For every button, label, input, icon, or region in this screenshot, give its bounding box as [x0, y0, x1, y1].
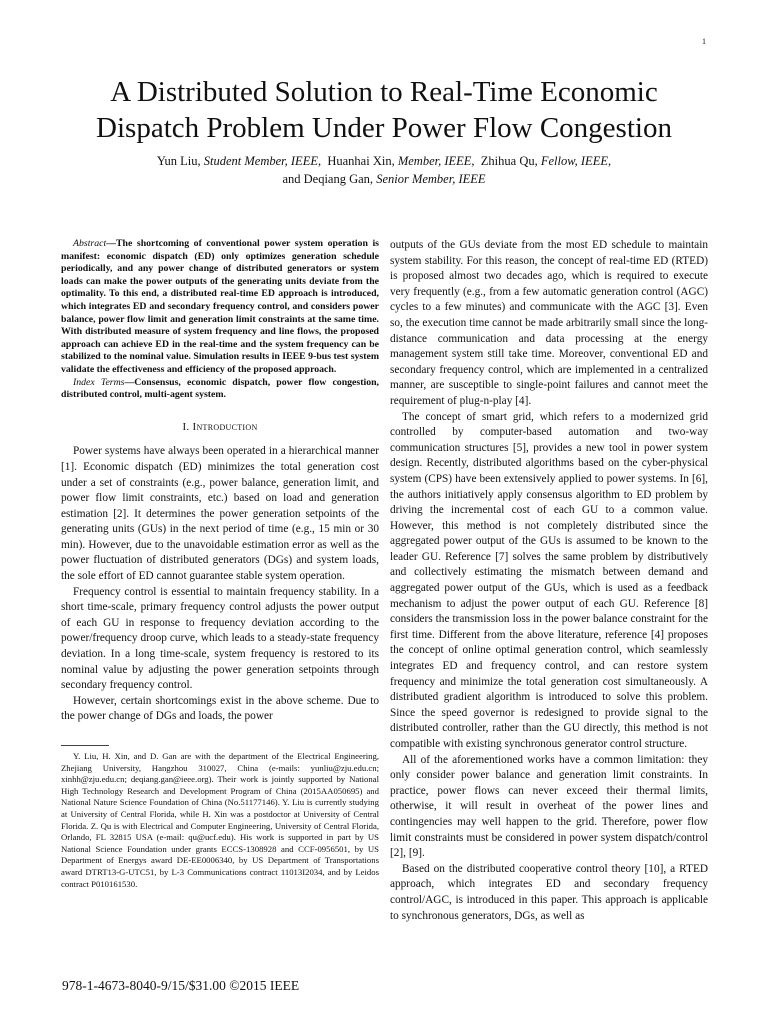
body-paragraph: All of the aforementioned works have a common limitation: they only consider power balance and generation limit constraints. In practice, power flows can never exceed their thermal limits, otherwise, it will result in overheat of the power lines and contingencies may well happen to the grid. Therefore, power flow limit constraints must be considered in power system dispatch/control [2], [9].	[390, 753, 708, 860]
author-name: Yun Liu,	[156, 154, 201, 168]
body-paragraph: Frequency control is essential to maintain frequency stability. In a short time-scale, primary frequency control adjusts the power output of each GU in response to frequency deviation according to the power/frequency droop curve, which leads to a steady-state frequency deviation. In a long time-scale, system frequency is restored to its nominal value by adjusting the power generation setpoints through secondary frequency control.	[61, 585, 379, 692]
section-heading-introduction: I. Introduction	[182, 420, 258, 433]
abstract-text: —The shortcoming of conventional power system operation is manifest: economic dispatch (ED) only optimizes generation schedule periodically, and any power change of distributed generators or system loads can make the power outputs of the generating units deviate from the optimality. To this end, a distributed real-time ED approach is introduced, which integrates ED and secondary frequency control, and considers power balance, power flow limit and generation limit constraints at the same time. With distributed measure of system frequency and line flows, the proposed approach can achieve ED in the real-time and the system frequency can be stabilized to the nominal value. Simulation results in IEEE 9-bus test system validate the effectiveness and efficiency of the proposed approach.	[61, 238, 379, 375]
author-name: Zhihua Qu,	[480, 154, 538, 168]
left-column	[61, 238, 379, 890]
abstract	[61, 238, 379, 377]
author-footnote: Y. Liu, H. Xin, and D. Gan are with the department of the Electrical Engineering, Zhejiang University, Hangzhou 310027, China (e-mails: yunliu@zju.edu.cn; xinhh@zju.edu.cn; deqiang.gan@ieee.org). Their work is jointly supported by National High Technology Research and Development Program of China (2015AA050695) and National Nature Science Foundation of China (No.51177146). Y. Liu is currently studying at University of Central Florida, while H. Xin was a postdoctor at University of Central Florida. Z. Qu is with Electrical and Computer Engineering, University of Central Florida, Orlando, FL 32815 USA (e-mail: qu@ucf.edu). His work is supported in part by US National Science Foundation under grants ECCS-1308928 and CCF-0956501, by US Department of Energys award DE-EE0006340, by US Department of Transportations award DTRT13-G-UTC51, by L-3 Communications contract 11013I2034, and by Leidos contract P010161530.	[61, 751, 379, 889]
index-terms-label: Index Terms	[73, 376, 125, 388]
index-terms-text: —Consensus, economic dispatch, power flow congestion, distributed control, multi-agent system.	[61, 376, 379, 401]
author-role: Student Member, IEEE,	[203, 154, 322, 168]
footnote-divider	[61, 745, 109, 746]
page-number: 1	[702, 37, 706, 46]
author-role: Fellow, IEEE,	[540, 154, 612, 168]
copyright-notice: 978-1-4673-8040-9/15/$31.00 ©2015 IEEE	[62, 978, 300, 993]
author-name: and Deqiang Gan,	[282, 172, 374, 186]
body-paragraph: Based on the distributed cooperative control theory [10], a RTED approach, which integrates ED and secondary frequency control/AGC, is introduced in this paper. This approach is applicable to synchronous generators, DGs, as well as	[390, 862, 708, 922]
right-column	[390, 238, 708, 924]
body-paragraph: outputs of the GUs deviate from the most ED schedule to maintain system stability. For this reason, the concept of real-time ED (RTED) is proposed almost two decades ago, which is required to execute very frequently (e.g., from a few automatic generation control (AGC) cycles to a few minutes) and communicate with the AGC [3]. Even so, the execution time cannot be made arbitrarily small since the long-distance communication and data processing at the energy management system still take time. Moreover, conventional ED and secondary frequency control, which are implemented in a centralized manner, are susceptible to single-point failures and cannot meet the requirement of plug-n-play [4].	[390, 239, 708, 407]
body-paragraph: The concept of smart grid, which refers to a modernized grid controlled by computer-based automation and two-way communication structures [5], provides a new tool in power system design. Recently, distributed algorithms based on the cyber-physical system (CPS) have been extensively applied to power systems. In [6], the authors initiatively apply consensus algorithm to ED problem by driving the incremental cost of each GU to a common value. However, this method is not completely distributed since the aggregated power output of the GUs is assumed to be known to the leader GU. Reference [7] solves the same problem by distributively and collectively estimating the mismatch between demand and aggregated power output of the GUs, which is used as a feedback mechanism to adjust the power output of each GU. Reference [8] considers the transmission loss in the power balance constraint for the first time. Different from the above literature, reference [4] proposes the concept of online optimal generation control, which seamlessly integrates ED and frequency control, and can restore system frequency and minimize the total generation cost simultaneously. A distributed gradient algorithm is introduced to solve this problem. Since the speed governor is redesigned to provide signal to the distributed controller, rather than the GU directly, this method is not compatible with existing synchronous generator control structure.	[390, 410, 708, 750]
title-line-2: Dispatch Problem Under Power Flow Congestion	[96, 112, 672, 144]
author-list	[0, 152, 768, 188]
author-role: Member, IEEE,	[397, 154, 475, 168]
title-line-1: A Distributed Solution to Real-Time Economic	[110, 76, 658, 108]
paper-title	[0, 74, 768, 146]
body-paragraph: However, certain shortcomings exist in the above scheme. Due to the power change of DGs and loads, the power	[61, 694, 379, 723]
author-name: Huanhai Xin,	[327, 154, 395, 168]
abstract-label: Abstract	[73, 238, 107, 249]
body-paragraph: Power systems have always been operated in a hierarchical manner [1]. Economic dispatch (ED) minimizes the total generation cost under a set of constraints (e.g., power balance, generation limit, and power flow limit constraints, etc.) based on load and generation estimation [2]. It determines the power generation setpoints of the generating units (GUs) in the next period of time (e.g., 15 min or 30 min). However, due to the unavoidable estimation error as well as the power fluctuation of distributed generators (DGs) and system loads, the sole effort of ED cannot guarantee stable system operation.	[61, 445, 379, 583]
author-role: Senior Member, IEEE	[376, 172, 486, 186]
index-terms	[61, 377, 379, 402]
